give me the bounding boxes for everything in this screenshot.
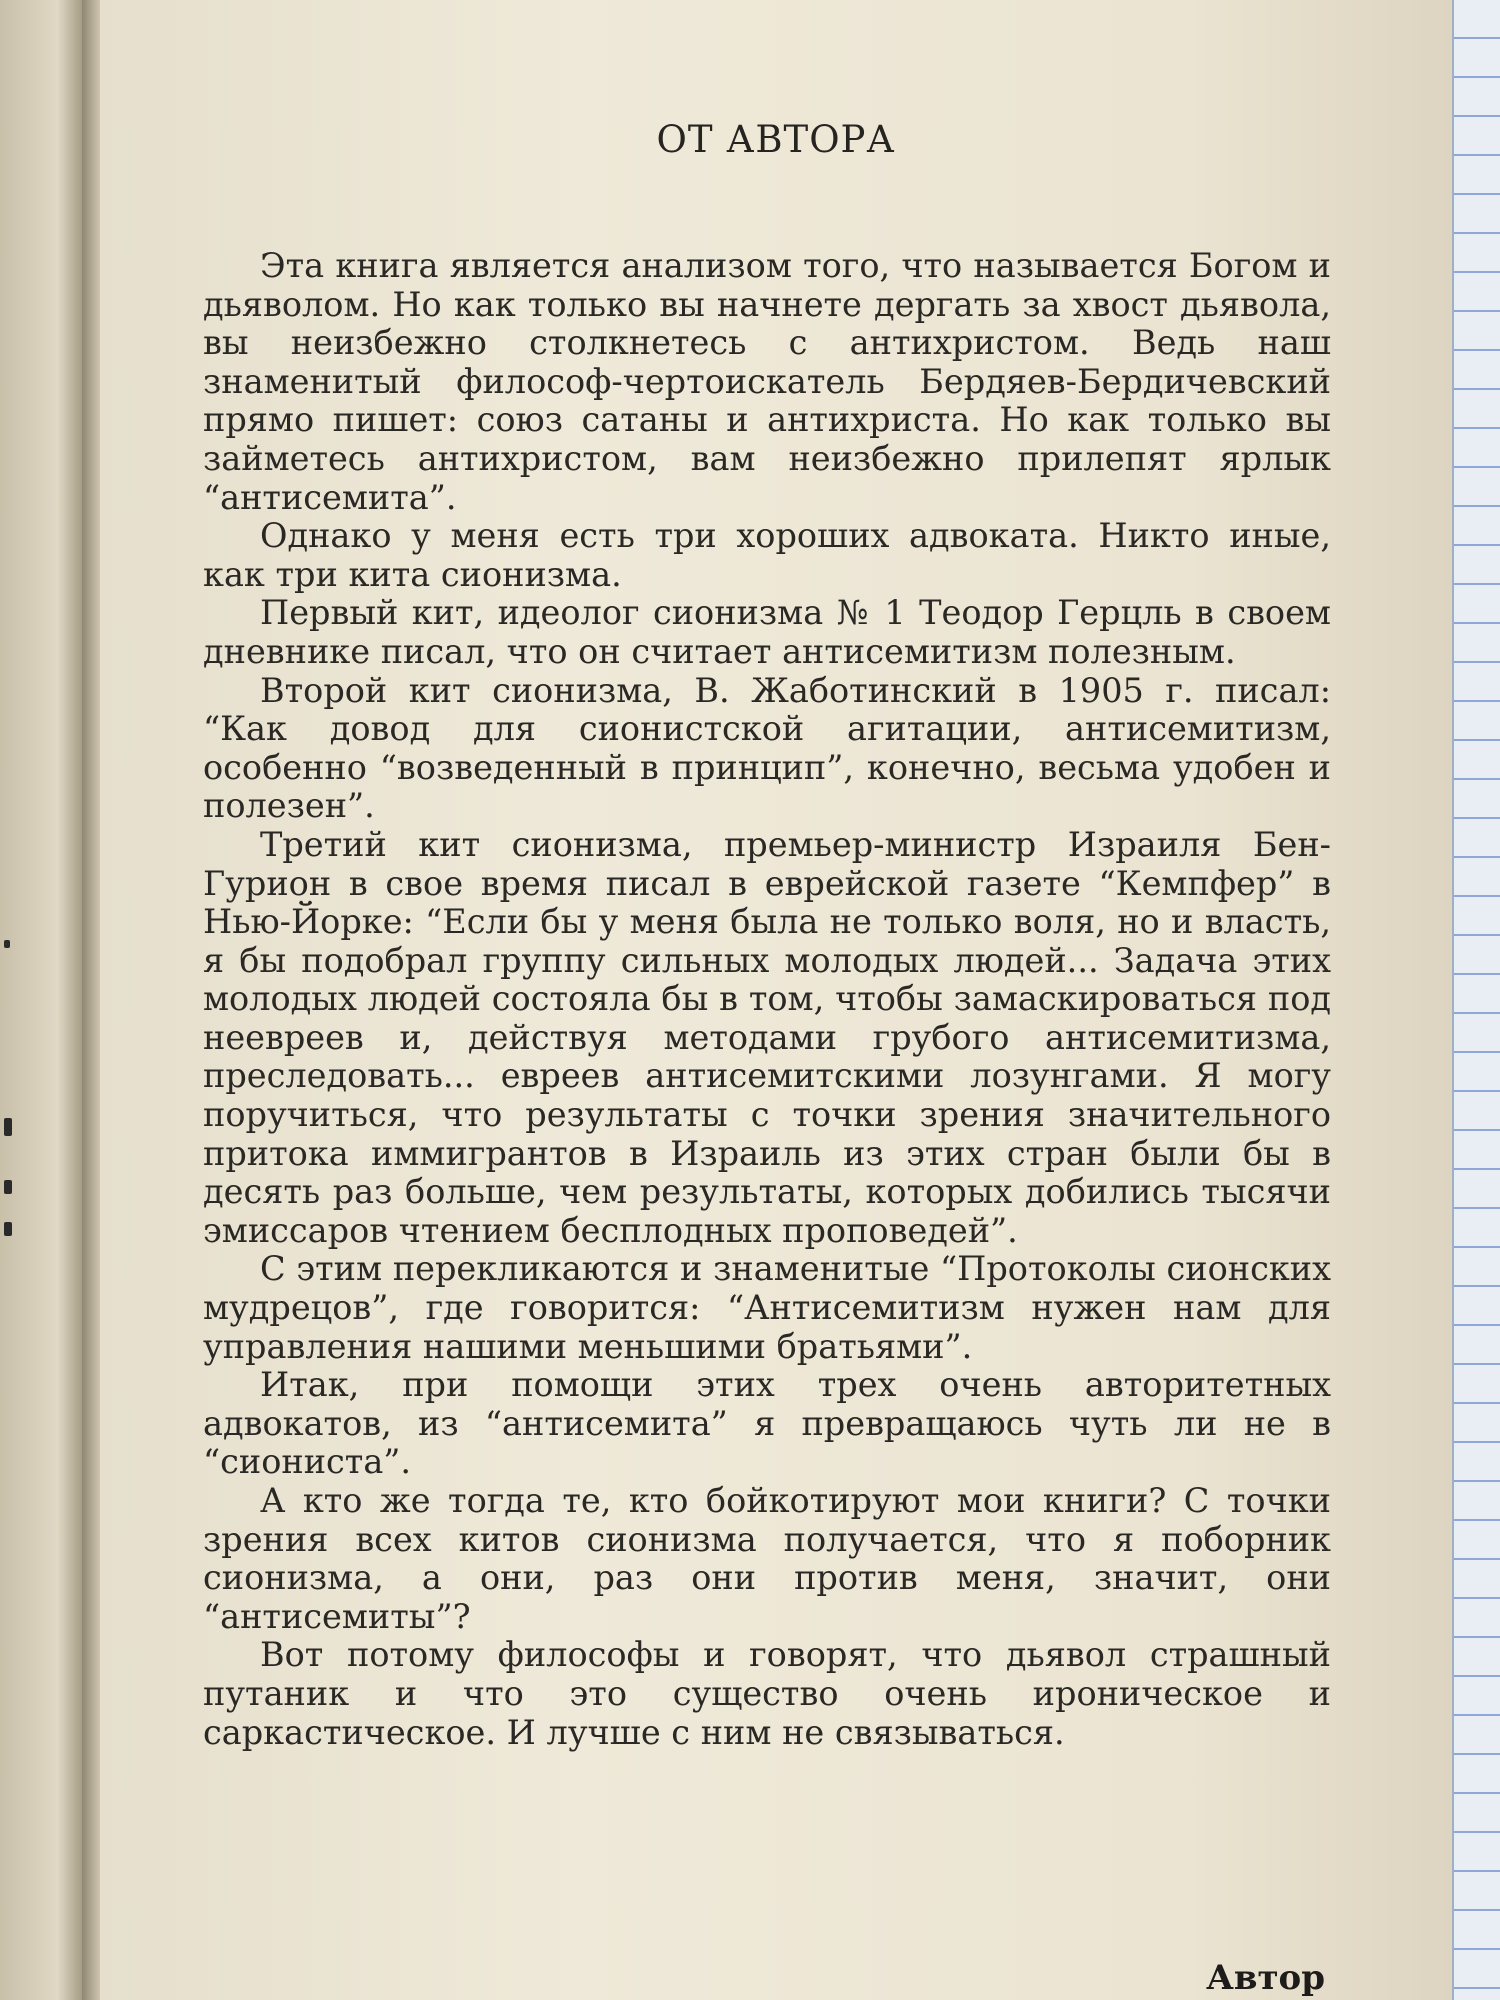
paragraph-4: Второй кит сионизма, В. Жаботинский в 1905 г. писал: “Как довод для сионистской агитации, антисемитизм, особенно “возведенный в принцип”, конечно, весьма удобен и полезен”.	[203, 670, 1331, 826]
paragraph-6: С этим перекликаются и знаменитые “Протоколы сионских мудрецов”, где говорится: “Антисемитизм нужен нам для управления нашими меньшими братьями”.	[203, 1249, 1331, 1366]
left-page-edge	[0, 0, 82, 2000]
left-page-mark	[4, 1180, 12, 1194]
page-title: ОТ АВТОРА	[656, 118, 896, 161]
book-gutter	[82, 0, 102, 2000]
paragraph-9: Вот потому философы и говорят, что дьявол страшный путаник и что это существо очень ироническое и саркастическое. И лучше с ним не связываться.	[203, 1635, 1331, 1752]
paragraph-2: Однако у меня есть три хороших адвоката. Никто иные, как три кита сионизма.	[203, 516, 1331, 594]
paragraph-7: Итак, при помощи этих трех очень авторитетных адвокатов, из “антисемита” я превращаюсь чуть ли не в “сиониста”.	[203, 1365, 1331, 1482]
paragraph-1: Эта книга является анализом того, что называется Богом и дьяволом. Но как только вы начнете дергать за хвост дьявола, вы неизбежно столкнетесь с антихристом. Ведь наш знаменитый философ-чертоискатель Бердяев-Бердичевский прямо пишет: союз сатаны и антихриста. Но как только вы займетесь антихристом, вам неизбежно прилепят ярлык “антисемита”.	[203, 246, 1331, 517]
paragraph-3: Первый кит, идеолог сионизма № 1 Теодор Герцль в своем дневнике писал, что он считает антисемитизм полезным.	[203, 593, 1331, 671]
paragraph-5: Третий кит сионизма, премьер-министр Израиля Бен-Гурион в свое время писал в еврейской газете “Кемпфер” в Нью-Йорке: “Если бы у меня была не только воля, но и власть, я бы подобрал группу сильных молодых людей... Задача этих молодых людей состояла бы в том, чтобы замаскироваться под неевреев и, действуя методами грубого антисемитизма, преследовать... евреев антисемитскими лозунгами. Я могу поручиться, что результаты с точки зрения значительного притока иммигрантов в Израиль из этих стран были бы в десять раз больше, чем результаты, которых добились тысячи эмиссаров чтением бесплодных проповедей”.	[203, 824, 1331, 1250]
left-page-mark	[4, 940, 10, 948]
left-page-mark	[4, 1222, 12, 1236]
body-text	[203, 247, 1331, 1752]
grid-notebook-edge	[1452, 0, 1500, 2000]
author-signature: Автор	[1206, 1958, 1325, 1998]
left-page-mark	[4, 1118, 12, 1136]
paragraph-8: А кто же тогда те, кто бойкотируют мои книги? С точки зрения всех китов сионизма получается, что я поборник сионизма, а они, раз они против меня, значит, они “антисемиты”?	[203, 1481, 1331, 1636]
